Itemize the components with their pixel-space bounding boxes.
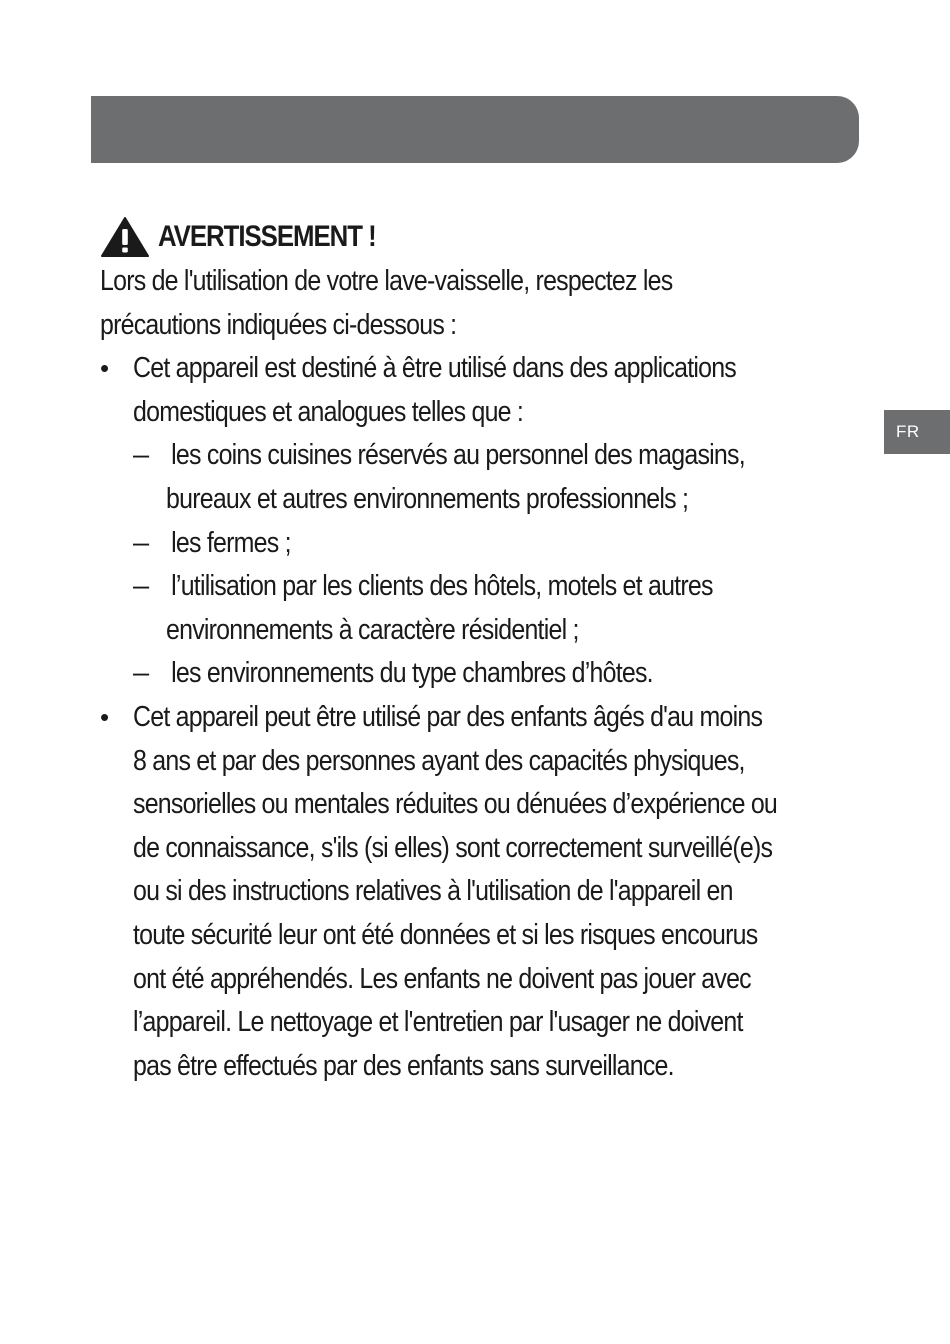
sub-item	[133, 434, 880, 521]
warning-title: AVERTISSEMENT !	[158, 220, 376, 253]
bullet-line: de connaissance, s'ils (si elles) sont correctement surveillé(e)s	[133, 831, 773, 864]
bullet-line: pas être effectués par des enfants sans surveillance.	[133, 1049, 674, 1082]
bullet-line: l’appareil. Le nettoyage et l'entretien par l'usager ne doivent	[133, 1006, 743, 1039]
warning-triangle-icon	[100, 216, 150, 258]
bullet-line: domestiques et analogues telles que :	[133, 395, 524, 428]
intro-line: précautions indiquées ci-dessous :	[100, 308, 457, 341]
sub-item-line: les coins cuisines réservés au personnel des magasins,	[171, 439, 745, 472]
bullet-line: ont été appréhendés. Les enfants ne doivent pas jouer avec	[133, 962, 751, 995]
bullet-line: sensorielles ou mentales réduites ou dénuées d’expérience ou	[133, 788, 778, 821]
sub-item-line: les environnements du type chambres d’hôtes.	[171, 657, 653, 690]
bullet-line: 8 ans et par des personnes ayant des capacités physiques,	[133, 744, 745, 777]
bullet-line: Cet appareil est destiné à être utilisé dans des applications	[133, 352, 737, 385]
dash-mark: –	[133, 657, 150, 690]
bullet-item	[100, 347, 880, 696]
header-bar	[91, 96, 859, 163]
bullet-line: Cet appareil peut être utilisé par des enfants âgés d'au moins	[133, 700, 763, 733]
language-tab-label: FR	[896, 422, 920, 441]
sub-item-line: les fermes ;	[171, 526, 291, 559]
bullet-mark: •	[100, 701, 110, 732]
intro-paragraph	[100, 260, 880, 347]
bullet-mark: •	[100, 353, 110, 384]
warning-heading	[100, 214, 880, 260]
sub-item-line: l’utilisation par les clients des hôtels, motels et autres	[171, 570, 713, 603]
dash-mark: –	[133, 526, 150, 559]
bullet-line: toute sécurité leur ont été données et si les risques encourus	[133, 918, 758, 951]
sub-item	[133, 652, 880, 696]
warning-section	[100, 214, 880, 1088]
sub-item-line: bureaux et autres environnements professionnels ;	[166, 482, 689, 515]
intro-line: Lors de l'utilisation de votre lave-vaisselle, respectez les	[100, 265, 673, 297]
dash-mark: –	[133, 570, 150, 603]
sub-item	[133, 522, 880, 566]
language-tab	[884, 410, 950, 454]
sub-item-line: environnements à caractère résidentiel ;	[166, 613, 579, 646]
bullet-line: ou si des instructions relatives à l'utilisation de l'appareil en	[133, 875, 733, 908]
bullet-item	[100, 696, 880, 1088]
sub-item	[133, 565, 880, 652]
dash-mark: –	[133, 439, 150, 472]
